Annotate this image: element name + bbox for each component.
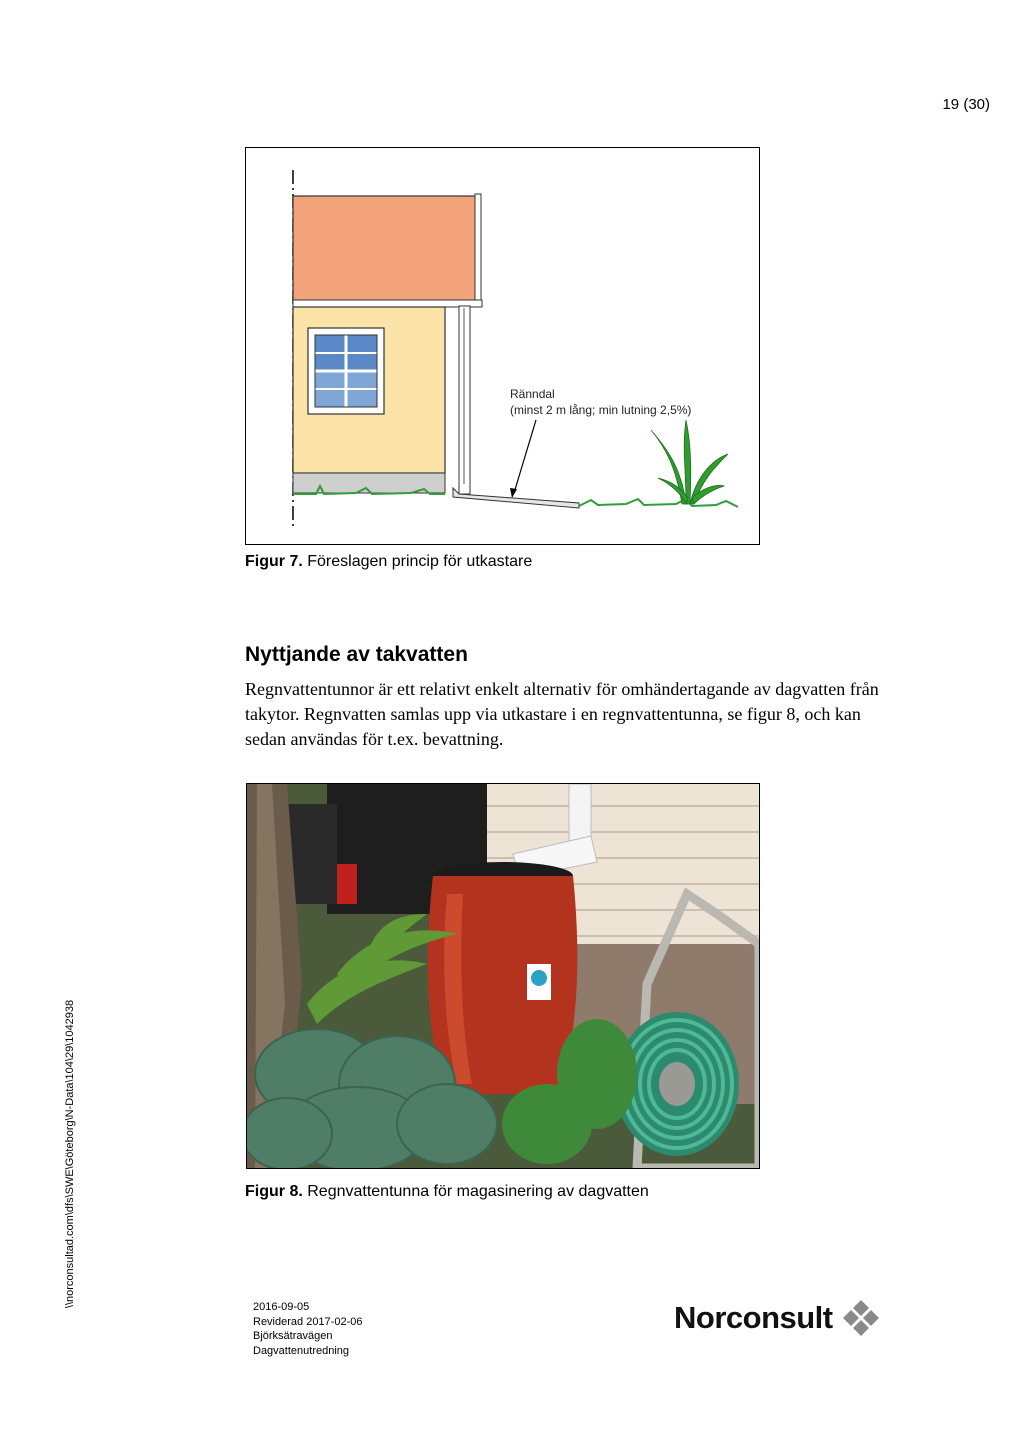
plant-icon — [651, 420, 728, 504]
figure-8-label: Figur 8. — [245, 1183, 303, 1200]
figure-7-caption — [245, 553, 532, 571]
house-drainage-drawing — [246, 148, 759, 544]
figure-7-caption-text: Föreslagen princip för utkastare — [307, 553, 533, 570]
footer-document: Dagvattenutredning — [253, 1344, 350, 1357]
section-heading: Nyttjande av takvatten — [245, 643, 468, 666]
figure-8-caption — [245, 1183, 649, 1201]
footer-project: Björksätravägen — [253, 1330, 333, 1342]
figure-8-photo — [246, 783, 760, 1169]
roof — [293, 196, 477, 302]
footer-revised: Reviderad 2017-02-06 — [253, 1315, 363, 1328]
annotation-detail: (minst 2 m lång; min lutning 2,5%) — [510, 403, 692, 417]
figure-7-illustration — [245, 147, 760, 545]
footer-date: 2016-09-05 — [253, 1301, 310, 1313]
diamond-logo-icon — [841, 1298, 881, 1338]
figure-7-label: Figur 7. — [245, 553, 303, 570]
gutter — [293, 300, 482, 307]
figure-8-caption-text: Regnvattentunna för magasinering av dagvatten — [307, 1183, 649, 1200]
logo-text: Norconsult — [674, 1300, 833, 1335]
downspout — [459, 306, 470, 494]
grass-right — [579, 499, 738, 507]
section-paragraph: Regnvattentunnor är ett relativt enkelt alternativ för omhändertagande av dagvatten från takytor. Regnvatten samlas upp via utkastare i en regnvattentunna, se figur 8, och kan sedan användas för t.ex. bevattning. — [245, 679, 879, 749]
annotation-arrow — [514, 420, 536, 493]
norconsult-logo — [674, 1298, 881, 1338]
footer-info — [253, 1300, 362, 1358]
page-number: 19 (30) — [942, 96, 990, 113]
window — [308, 328, 384, 414]
side-file-path: \\norconsultad.com\dfs\SWE\Göteborg\N-Data\104\29\1042938 — [64, 999, 76, 1309]
splash-channel — [453, 488, 579, 508]
annotation-title: Ränndal — [510, 387, 555, 401]
rain-barrel-photo — [247, 784, 759, 1168]
